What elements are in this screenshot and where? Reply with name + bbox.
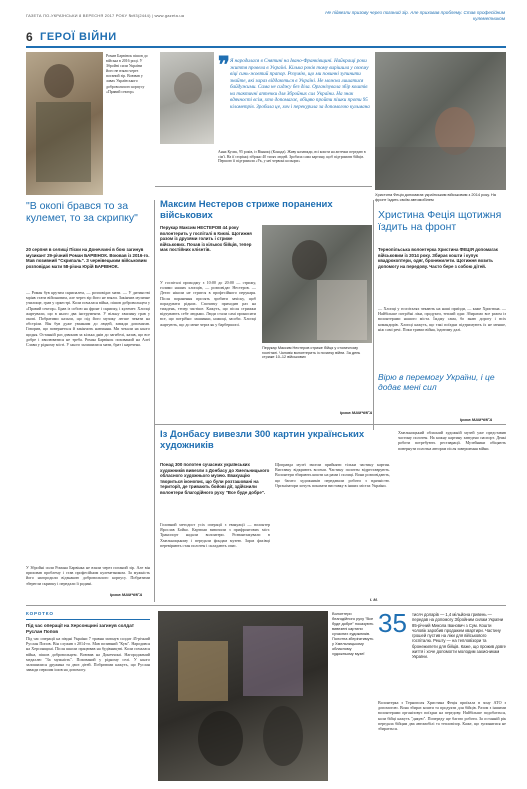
paintings-body-3: Хмельницький обласний художній музей уже представив частину полотен. На кожну картину заведено паспорт. Деякі роботи потребують реставрації. Музейники обіцяють повернути полотна авторам після завершення війни. (398, 430, 506, 451)
divider-top (155, 186, 372, 187)
nesterov-lead: Перукар Максим НЕСТЕРОВ 44 року волонтерить у госпіталі в Києві. Щотижня разом із друзями голить і стриже військових. Почав із кількох бійців, тепер має постійних клієнтів. (160, 225, 252, 252)
header-slogan: Не підвезли призову через поганий зір. Але приховав проблему. Став професійним кулеметником (325, 10, 505, 21)
paintings-photo-caption: Волонтери благодійного руху "Все буде добре" показують вивезені картини сучасних художників. Полотна зберігатимуть у Хмельницькому обласному художньому музеї (332, 611, 374, 656)
fetsa-body: — Хлопці у госпіталях чекають на наші приїзди, — каже Христина. — Найбільше потрібні ліки, продукти, теплий одяг. Збираємо все разом із волонтерами нашого міста. Їжджу сама, бо знаю дорогу і всіх командирів. Хлопці кажуть, що такі поїздки підтримують їх не менше, ніж самі речі. Поки триває війна, їздитиму далі. (378, 306, 506, 332)
woman-quote: Я народилася в Снятині на Івано-Франківщині. Найкращі роки життя провела в Україні. Кілька років тому вирішила у своєму віці синь-жовтий прапор. Розумію, що ми повинні зупинити знайте, які зараз віддаються в Україні. Не можна лишатися байдужими. Сама не сиджу без діла. Організувала збір коштів на тактичні аптечки для Збройних сил України. На знак вдячності всім, хто допомагає, обіцяю пройти пішки проти 95 кілометрів. Зробила це, хоч і перекурила за допомогою кульмана (230, 58, 370, 110)
left-lead: 20 серпня в селищі Піски на Донеччині в бою загинув музикант 29-річний Роман БАРВІНОК. Воював із 2016-го. Мав позивний "Скрипаль". З чернівецьким військовим розповідає мати 58-річна Юрій БАРВІНОК. (26, 247, 150, 269)
barber-photo (262, 225, 372, 343)
paintings-body-1: Головний методист усіх операції з евакуації — волонтер Ярослав Бойко. Картини вивозили з прифронтових міст. Транспорт надали волонтери. Розвантажували в Хмельницькому і передали фондам музею. Зараз фахівці перевіряють стан полотен і складають опис. (160, 522, 270, 548)
paintings-lead: Понад 300 полотен сучасних українських художників вивезли з Донбасу до Хмельницького обласного художнього музею. Евакуацію твориться іконопис, що були розташовані на території, де тривають бойові дії, здійснили волонтери благодійного руху "Все буде добре". (160, 462, 270, 495)
vertical-divider-1 (154, 200, 155, 602)
left-body: — Роман був крутим скрипалем, — розповідає мати. — У дитинстві мріяв стати військовим, але через зір його не взяли. Закінчив музичне училище, грав у оркестрі. Коли почалася війна, пішов добровольцем у «Правий сектор». Брав із собою на фронт і скрипку, і кулемет. Хлопці жартували, що в нього два інструменти. У вільну хвилину грав у окопі. Побратими казали, що під його музику легше чекати на обстріли. Він був дуже уважним до людей, завжди допомагав. Говорив, що повернеться й закінчить навчання. Ми чекали на нього щодня. Останній раз дзвонив за кілька днів до загибелі, казав, що все добре і хвилюватися не треба. Роман Барвінок похований на Алеї Слави у рідному місті. У нього залишилися мати, брат і наречена. (26, 290, 150, 348)
nesterov-body: У госпіталі приходжу з 10:00 до 20:00 — стрижу, голимо наших хлопців, — розповідає Нестеров. — Дехто ніколи не стригся в професійного перукаря. Після поранення просять зробити зачіску, щоб порадувати рідних. Спочатку приходив раз на тиждень, тепер частіше. Кажуть, що після стрижки відчувають себе людьми. Люди стали самі приносити все, що потрібно: машинки, ножиці, засоби. Хлопці жартують, що до мене черга як у барбершопі. (160, 280, 256, 327)
soldier-photo (26, 52, 103, 195)
vertical-divider-2 (373, 200, 374, 430)
barber-photo-caption: Перукар Максим Нестеров стриже бійця у столичному госпіталі. Чоловік волонтерить із початку війни. За день стриже 10–12 військових (262, 346, 361, 360)
divider-mid (155, 424, 506, 425)
quote-mark-icon: ❞ (218, 52, 230, 77)
volunteer-car-caption: Христина Феція допомагає українським військовим з 2014 року. На фронт їздить своїм автомобілем (375, 192, 496, 202)
short-news-rule (26, 619, 150, 620)
right-lower-body: Волонтерка з Тернополя Христина Феція приїхала в зону АТО з допомогою. Вона збирає кошти та продукти для бійців. Разом з іншими волонтерами організовує поїздки на передову. Найбільше подобається, коли бійці кажуть "дякую". Попереду ще багато роботи. За останній рік передала бійцям два автомобілі та тепловізор. Каже, що зупинятися не збирається. (378, 700, 506, 732)
fetsa-highlight: Вірю в перемогу України, і це додає мені сил (378, 372, 495, 392)
stat-number: 35 (378, 608, 407, 638)
short-news-body: Під час операції на півдні України 7 травня загинув солдат 45-річний Руслан Попов. Він служив з 2014-го. Мав позивний "Кум". Народився на Херсонщині. Після школи працював на будівництві. Коли почалася війна, пішов добровольцем. Воював на Донеччині. Нагороджений медаллю "За мужність". Похований у рідному селі. У нього залишилися дружина та двоє дітей. Побратими кажуть, що Руслан завжди першим ішов на допомогу. (26, 636, 150, 673)
paintings-headline: Із Донбасу вивезли 300 картин українських художників (160, 429, 365, 451)
elderly-woman-photo (160, 52, 214, 144)
fetsa-lead: Тернопільська волонтерка Христина ФЕЦІЯ допомагає військовим із 2014 року. Збирає кошти і купує квадрокоптери, одяг, бронежилети. Щотижня возить допомогу на передову. Часто бере з собою дітей. (378, 247, 499, 269)
left-body-2: У Збройні сили Романа Барвінка не взяли через поганий зір. Але він приховав проблему і став професійним кулеметником. За мужність його нагородили відзнакою добровольчого корпусу. Побратими зберегли скрипку і передали її родині. (26, 565, 150, 586)
nesterov-signature: Ірина МАМЧИГА (340, 410, 373, 415)
paintings-body-2: Щоправда музеї змогли прийняти тільки частину картин. Виставку відкриють восени. Частину полотен відреставрують. Волонтери збирають кошти на рами і полиці. Вони розповідають, що багато художників передавали роботи з вдячністю. Організатори хочуть показати виставку в інших містах України. (275, 462, 390, 488)
divider-bottom (26, 605, 506, 606)
page-number: 6 (26, 30, 33, 44)
header-rule (26, 46, 506, 48)
left-headline: "В окопі брався то за кулемет, то за скрипку" (26, 200, 138, 224)
short-news-headline: Під час операції на Херсонщині загинув солдат Руслан Попов (26, 623, 135, 634)
fetsa-signature: Ірина МАМЧИГА (460, 417, 493, 422)
paintings-signature: І. М. (370, 597, 378, 602)
soldier-photo-caption: Роман Барвінок пішов до війська в 2016 році. У Збройні сили України його не взяли через поганий зір. Воював у лавах Українського добровольчого корпусу «Правий сектор» (106, 54, 148, 94)
paintings-photo (158, 611, 328, 781)
nesterov-headline: Максим Нестеров стриже поранених військових (160, 199, 333, 221)
stat-text: тисяч доларів — 1,4 мільйона гривень — передав на допомогу Збройним силам України 85-річний Микола Іванович з Сум. Кошти чоловік заробив продажем квартири. Частину грошей пустив на ліки для військового госпіталю. Решту — на тепловізори та бронежилети для бійців. Каже, що прожив довге життя і хоче допомогти молодим захисникам України. (412, 612, 506, 660)
masthead: ГАЗЕТА ПО-УКРАЇНСЬКИ 8 ВЕРЕСНЯ 2017 РОКУ №93(2444) | www.gazeta.ua (26, 13, 185, 18)
left-signature: Ірина МАМЧИГА (110, 592, 143, 597)
short-news-label: КОРОТКО (26, 611, 54, 616)
woman-quote-caption: Анна Кусик, 95 років, із Вінниці (Канада). Живу назавжди, всі кошти на аптечки передаю в сім'ї. На її сторінці зібрано 40 тисяч людей. Зробила сама картину, щоб підтримати бійців. Першою її підтримали «Ук, у неї червоні кольори» (218, 150, 366, 164)
volunteer-car-photo (375, 52, 506, 190)
section-title: ГЕРОЇ ВІЙНИ (40, 31, 117, 43)
fetsa-headline: Христина Феція щотижня їздить на фронт (378, 209, 502, 233)
